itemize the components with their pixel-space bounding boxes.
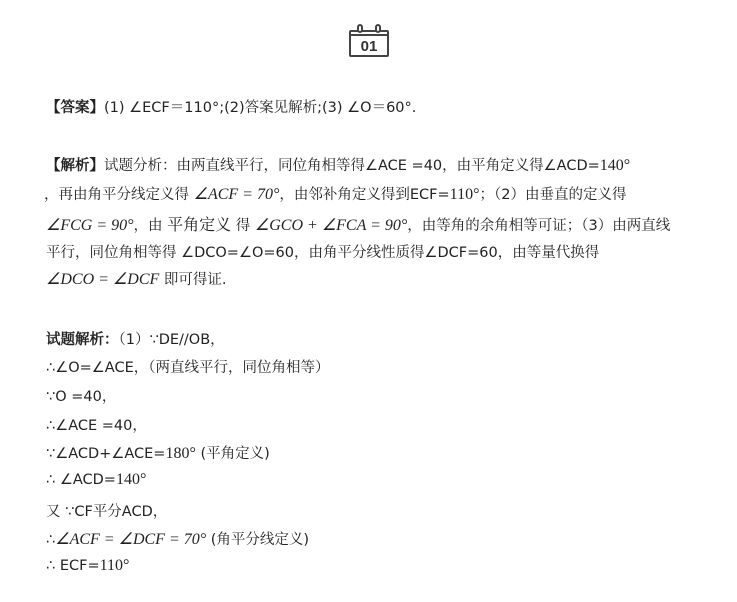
analysis-line-5: [46, 268, 226, 289]
analysis-value-110: 110°: [449, 186, 480, 203]
analysis-line-4: [46, 241, 599, 262]
solution-line-8: [46, 528, 309, 549]
analysis-text-2c: ，由邻补角定义得到: [279, 187, 410, 203]
solution-line-7: [46, 500, 167, 521]
solution-text-6a: ∴ ∠ACD=: [46, 472, 116, 488]
solution-line-9: [46, 557, 129, 575]
calendar-header-bar: [349, 30, 389, 36]
analysis-text-3c: 平角定义: [167, 217, 232, 234]
analysis-text-2d: ECF=: [409, 187, 450, 203]
analysis-formula-fcg: ∠FCG = 90°: [46, 217, 134, 234]
analysis-text-1b: ，由平角定义得∠ACD=: [442, 158, 600, 174]
answer-label: 【答案】: [46, 100, 104, 116]
solution-line-4: [46, 414, 147, 435]
analysis-label: 【解析】: [46, 158, 104, 174]
solution-text-8c: (角平分线定义): [206, 532, 310, 548]
calendar-ring-right: [375, 24, 381, 33]
analysis-text-5b: 即可得证.: [159, 272, 227, 288]
solution-line-5: [46, 442, 270, 463]
solution-text-1: （1）∵DE//OB，: [118, 332, 225, 348]
analysis-formula-gco: ∠GCO + ∠FCA = 90°: [254, 217, 408, 234]
analysis-text-2a: ，再由角平分线定义得: [44, 187, 194, 203]
solution-line-1: [46, 328, 225, 349]
solution-line-3: [46, 385, 116, 406]
solution-label: 试题解析：: [46, 332, 119, 348]
solution-text-5c: (平角定义): [195, 446, 270, 462]
solution-value-110: 110°: [99, 557, 130, 574]
solution-formula-acf: ∠ACF = ∠DCF = 70°: [55, 531, 207, 548]
answer-line: [46, 96, 416, 117]
analysis-text-3b: ，由: [133, 218, 168, 234]
analysis-formula-dco: ∠DCO = ∠DCF: [46, 271, 160, 288]
analysis-formula-acf: ∠ACF = 70°: [193, 186, 280, 203]
solution-value-140: 140°: [115, 471, 147, 488]
analysis-line-1: [46, 154, 630, 175]
solution-text-9a: ∴ ECF=: [46, 558, 100, 574]
solution-value-180: 180°: [165, 445, 196, 462]
analysis-text-1a: 试题分析：由两直线平行，同位角相等得∠ACE =40: [104, 158, 443, 174]
analysis-value-140: 140°: [599, 157, 631, 174]
solution-text-4: ∴∠ACE =40，: [46, 418, 147, 434]
analysis-text-2f: ；（2）由垂直的定义得: [479, 187, 627, 203]
analysis-text-4: 平行，同位角相等得 ∠DCO=∠O=60，由角平分线性质得∠DCF=60，由等量代换得: [46, 245, 600, 261]
analysis-line-2: [44, 183, 626, 204]
analysis-line-3: [46, 212, 670, 235]
answer-text: (1) ∠ECF＝110°;(2)答案见解析;(3) ∠O＝60°.: [104, 100, 417, 116]
calendar-number: 01: [360, 38, 378, 55]
calendar-icon: [349, 24, 391, 58]
solution-text-2: ∴∠O=∠ACE，（两直线平行，同位角相等）: [46, 360, 330, 376]
solution-text-5a: ∵∠ACD+∠ACE=: [46, 446, 166, 462]
solution-line-2: [46, 356, 330, 377]
calendar-ring-left: [357, 24, 363, 33]
solution-text-8a: ∴: [46, 532, 56, 548]
solution-line-6: [46, 471, 146, 489]
solution-text-3: ∵O =40，: [46, 389, 117, 405]
solution-text-7: 又 ∵CF平分ACD，: [46, 504, 168, 520]
analysis-text-3f: ，由等角的余角相等可证；（3）由两直线: [407, 218, 671, 234]
analysis-text-3d: 得: [231, 218, 255, 234]
